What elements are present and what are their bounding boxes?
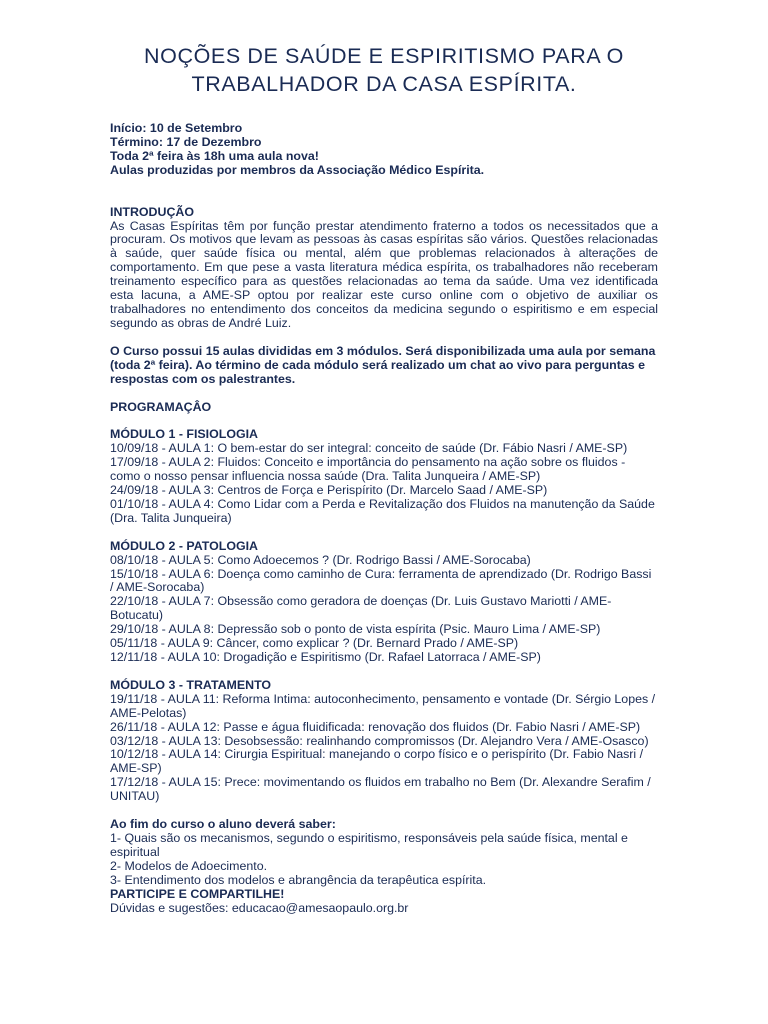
outcome-item: 2- Modelos de Adoecimento. (110, 858, 268, 873)
document-body (110, 122, 658, 915)
course-info (110, 122, 658, 178)
module-heading: MÓDULO 3 - TRATAMENTO (110, 677, 272, 692)
lesson-item: 12/11/18 - AULA 10: Drogadição e Espiritismo (Dr. Rafael Latorraca / AME-SP) (110, 650, 541, 664)
module-heading: MÓDULO 2 - PATOLOGIA (110, 538, 258, 553)
module-1 (110, 428, 658, 525)
program-heading: PROGRAMAÇÂO (110, 399, 212, 414)
module-heading: MÓDULO 1 - FISIOLOGIA (110, 427, 258, 442)
contact-line: Dúvidas e sugestões: educacao@amesaopaulo.org.br (110, 900, 409, 915)
lesson-item: 15/10/18 - AULA 6: Doença como caminho de Cura: ferramenta de aprendizado (Dr. Rodrigo Bassi / AME-Sorocaba) (110, 566, 652, 595)
intro-heading: INTRODUÇÃO (110, 204, 194, 219)
outcomes-heading: Ao fim do curso o aluno deverá saber: (110, 817, 336, 832)
schedule: Toda 2ª feira às 18h uma aula nova! (110, 148, 319, 163)
lesson-item: 26/11/18 - AULA 12: Passe e água fluidificada: renovação dos fluidos (Dr. Fabio Nasri / AME-SP) (110, 719, 641, 734)
lesson-item: 08/10/18 - AULA 5: Como Adoecemos ? (Dr. Rodrigo Bassi / AME-Sorocaba) (110, 552, 531, 567)
call-to-action: PARTICIPE E COMPARTILHE! (110, 886, 285, 901)
lesson-item: 10/09/18 - AULA 1: O bem-estar do ser integral: conceito de saúde (Dr. Fábio Nasri / AME-SP) (110, 441, 628, 456)
lesson-item: 01/10/18 - AULA 4: Como Lidar com a Perda e Revitalização dos Fluidos na manutenção da Saúde (Dra. Talita Junqueira) (110, 496, 655, 525)
lesson-item: 29/10/18 - AULA 8: Depressão sob o ponto de vista espírita (Psic. Mauro Lima / AME-SP) (110, 622, 601, 637)
end-date: Término: 17 de Dezembro (110, 134, 262, 149)
title-line-2: TRABALHADOR DA CASA ESPÍRITA. (191, 72, 577, 96)
document-title (60, 42, 708, 98)
lesson-item: 19/11/18 - AULA 11: Reforma Intima: autoconhecimento, pensamento e vontade (Dr. Sérgio Lopes / AME-Pelotas) (110, 691, 656, 720)
producers: Aulas produzidas por membros da Associação Médico Espírita. (110, 162, 485, 177)
start-date: Início: 10 de Setembro (110, 121, 243, 135)
lesson-item: 17/09/18 - AULA 2: Fluidos: Conceito e importância do pensamento na ação sobre os fluidos - como o nosso pensar influencia nossa saúde (Dra. Talita Junqueira / AME-SP) (110, 455, 626, 484)
intro-text: As Casas Espíritas têm por função prestar atendimento fraterno a todos os necessitados que a procuram. Os motivos que levam as pessoas às casas espíritas são vários. Questões relacionadas à saúde, quer saúde física ou mental, além que problemas relacionados à alterações de comportamento. Em que pese a vasta literatura médica espírita, os trabalhadores não receberam treinamento específico para as questões relacionadas ao tema da saúde. Uma vez identificada esta lacuna, a AME-SP optou por realizar este curso online com o objetivo de auxiliar os trabalhadores no entendimento dos conceitos da medicina segundo o espiritismo e em especial segundo as obras de André Luiz. (110, 218, 658, 330)
module-3 (110, 679, 658, 804)
lesson-item: 10/12/18 - AULA 14: Cirurgia Espiritual: manejando o corpo físico e o perispírito (Dr. Fabio Nasri / AME-SP) (110, 747, 644, 776)
lesson-item: 17/12/18 - AULA 15: Prece: movimentando os fluidos em trabalho no Bem (Dr. Alexandre Serafim / UNITAU) (110, 775, 651, 804)
outcome-item: 3- Entendimento dos modelos e abrangência da terapêutica espírita. (110, 872, 487, 887)
module-2 (110, 540, 658, 665)
lesson-item: 22/10/18 - AULA 7: Obsessão como geradora de doenças (Dr. Luis Gustavo Mariotti / AME-Botucatu) (110, 594, 612, 623)
outcomes (110, 818, 658, 888)
outcome-item: 1- Quais são os mecanismos, segundo o espiritismo, responsáveis pela saúde física, mental e espiritual (110, 830, 628, 859)
lesson-item: 05/11/18 - AULA 9: Câncer, como explicar ? (Dr. Bernard Prado / AME-SP) (110, 636, 519, 651)
lesson-item: 03/12/18 - AULA 13: Desobsessão: realinhando compromissos (Dr. Alejandro Vera / AME-Osasco) (110, 733, 649, 748)
course-summary: O Curso possui 15 aulas divididas em 3 módulos. Será disponibilizada uma aula por semana (toda 2ª feira). Ao término de cada módulo será realizado um chat ao vivo para perguntas e respostas com os palestrantes. (110, 343, 656, 386)
lesson-item: 24/09/18 - AULA 3: Centros de Força e Perispírito (Dr. Marcelo Saad / AME-SP) (110, 483, 548, 498)
title-line-1: NOÇÕES DE SAÚDE E ESPIRITISMO PARA O (144, 44, 624, 68)
